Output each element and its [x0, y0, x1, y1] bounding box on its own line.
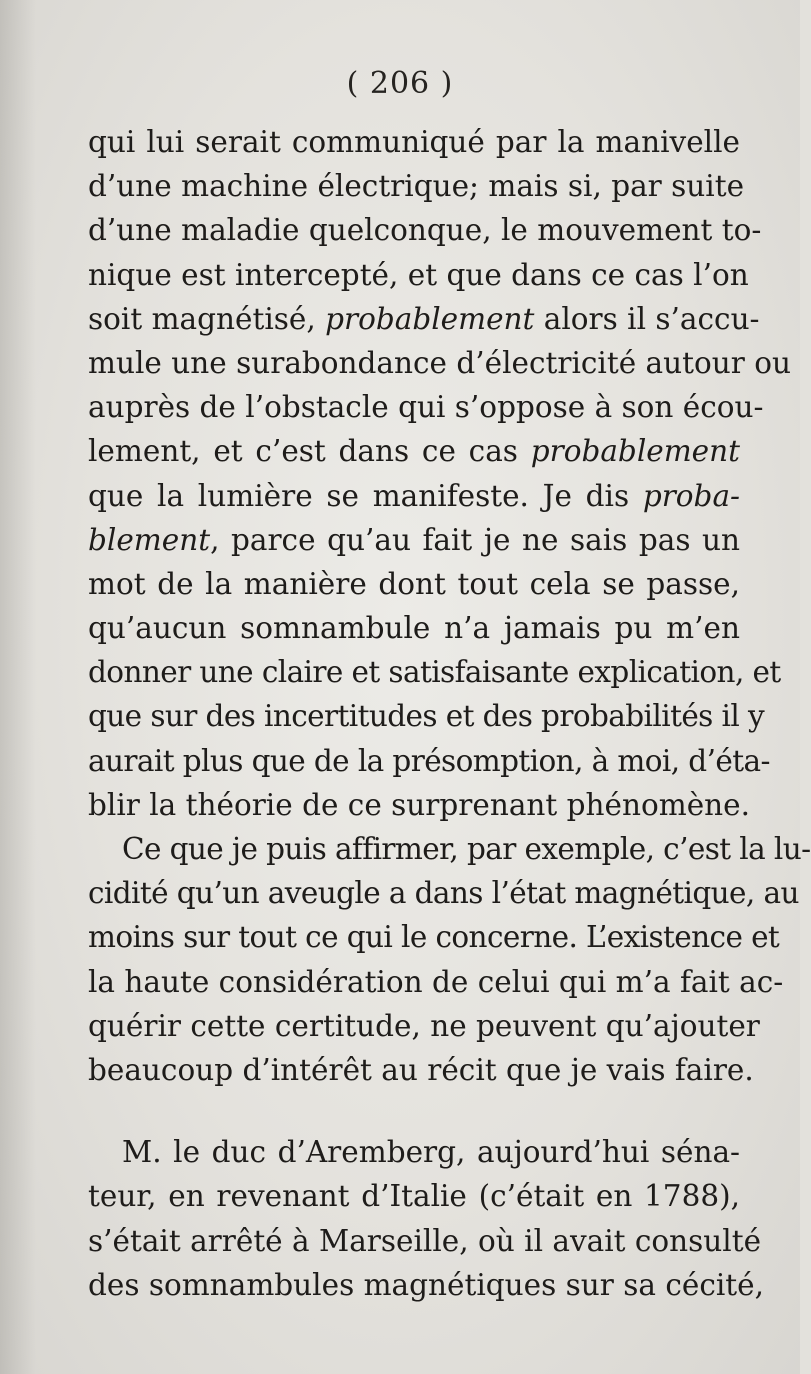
text-line [88, 606, 740, 650]
italic-word: probablement [530, 434, 740, 469]
text-line [88, 385, 764, 429]
paragraph-gap [88, 1092, 740, 1130]
text-line [88, 871, 799, 915]
text-segment: soit magnétisé, [88, 301, 326, 336]
paragraph [88, 827, 811, 1092]
text-segment: lement, et c’est dans ce cas [88, 434, 531, 469]
text-line [88, 297, 760, 341]
text-line [88, 208, 762, 252]
text-line [88, 1004, 760, 1048]
text-segment: auprès de l’obstacle qui s’oppose à son écou- [88, 390, 764, 425]
text-segment: mot de la manière dont tout cela se passe, [88, 566, 740, 601]
text-line [88, 1263, 764, 1307]
text-line [88, 562, 740, 606]
text-segment: Ce que je puis affirmer, par exemple, c’est la lu- [122, 832, 811, 866]
text-line [88, 694, 765, 738]
text-segment: M. le duc d’Aremberg, aujourd’hui séna- [122, 1135, 740, 1170]
text-segment: teur, en revenant d’Italie (c’était en 1788), [88, 1179, 740, 1214]
text-segment: quérir cette certitude, ne peuvent qu’ajouter [88, 1008, 760, 1043]
text-segment: , parce qu’au fait je ne sais pas un [210, 522, 740, 557]
text-line [88, 1048, 754, 1092]
italic-word: proba- [642, 478, 740, 513]
text-segment: aurait plus que de la présomption, à moi, d’éta- [88, 743, 770, 778]
text-line [88, 474, 740, 518]
text-line [88, 827, 811, 871]
text-segment: nique est intercepté, et que dans ce cas l’on [88, 257, 749, 292]
text-segment: que la lumière se manifeste. Je dis [88, 478, 643, 513]
text-segment: que sur des incertitudes et des probabilités il y [88, 699, 765, 734]
text-line [88, 1219, 762, 1263]
text-segment: mule une surabondance d’électricité autour ou [88, 345, 791, 380]
text-line [88, 739, 770, 783]
text-segment: blir la théorie de ce surprenant phénomène. [88, 787, 751, 822]
text-line [88, 518, 740, 562]
text-segment: d’une maladie quelconque, le mouvement to- [88, 213, 762, 248]
italic-word: blement [88, 522, 211, 557]
text-segment: qui lui serait communiqué par la manivelle [88, 125, 740, 159]
text-segment: s’était arrêté à Marseille, où il avait consulté [88, 1223, 762, 1258]
text-segment: la haute considération de celui qui m’a fait ac- [88, 964, 784, 999]
text-line [88, 253, 749, 297]
text-segment: beaucoup d’intérêt au récit que je vais faire. [88, 1052, 754, 1087]
page-number: ( 206 ) [346, 66, 454, 101]
text-line [88, 1130, 740, 1174]
text-line [88, 164, 745, 208]
text-segment: cidité qu’un aveugle a dans l’état magnétique, au [88, 876, 799, 911]
text-segment: alors il s’accu- [534, 301, 760, 336]
text-line [88, 960, 784, 1004]
text-segment: d’une machine électrique; mais si, par suite [88, 169, 745, 204]
text-segment: donner une claire et satisfaisante explication, et [88, 655, 781, 690]
body-text [88, 120, 811, 1307]
text-line [88, 650, 781, 694]
text-segment: qu’aucun somnambule n’a jamais pu m’en [88, 611, 740, 646]
text-line [88, 341, 791, 385]
text-line [88, 783, 751, 827]
text-segment: des somnambules magnétiques sur sa cécité, [88, 1267, 764, 1302]
paragraph [88, 120, 791, 827]
text-line [88, 429, 740, 473]
text-line [88, 120, 740, 164]
text-segment: moins sur tout ce qui le concerne. L’existence et [88, 920, 780, 955]
paragraph [88, 1130, 764, 1307]
italic-word: probablement [325, 301, 535, 336]
text-line [88, 1174, 740, 1218]
text-line [88, 915, 780, 959]
